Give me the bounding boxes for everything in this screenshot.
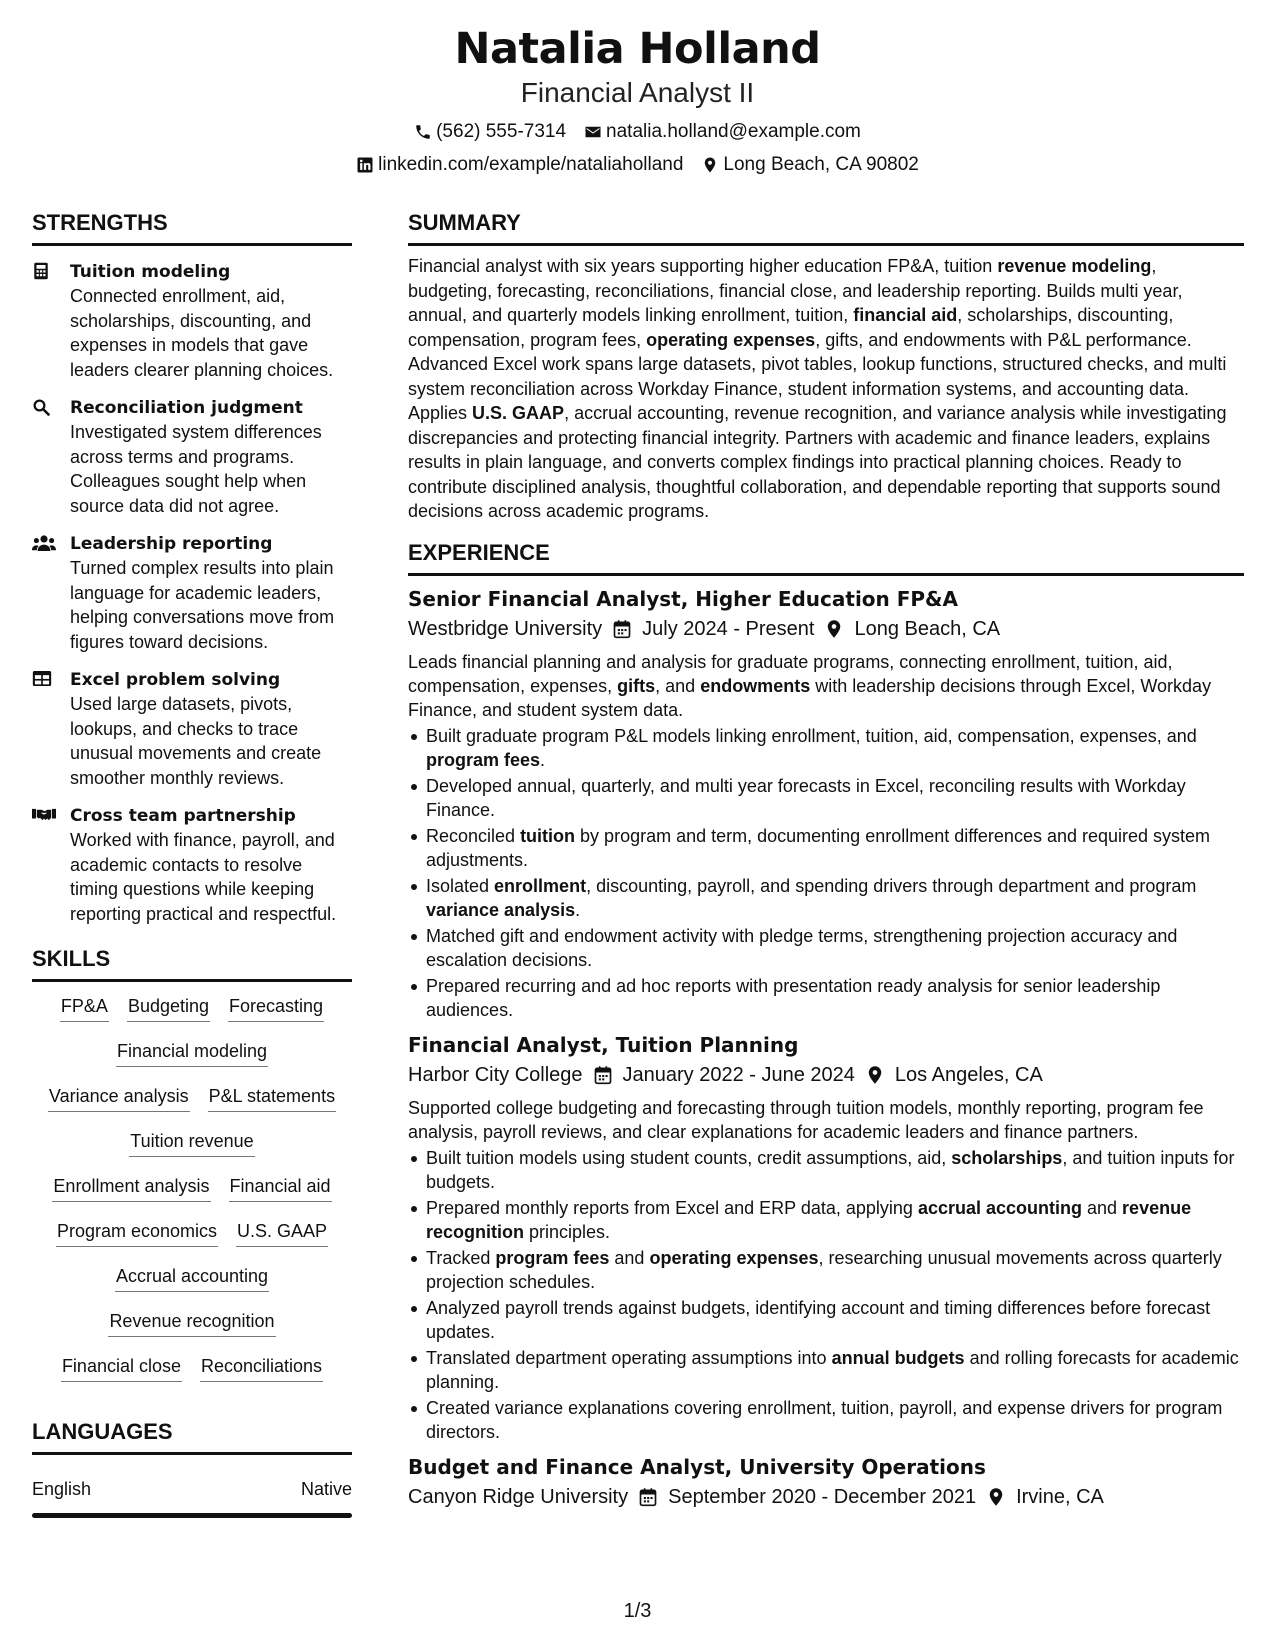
bold-keyword: program fees xyxy=(495,1247,610,1268)
summary-heading: SUMMARY xyxy=(408,210,1244,246)
text-segment: Financial analyst with six years supporting higher education FP&A, tuition xyxy=(408,256,998,276)
phone-icon xyxy=(414,123,432,141)
job-entry xyxy=(408,1452,1244,1512)
calculator-icon xyxy=(32,262,50,280)
bold-keyword: annual budgets xyxy=(831,1347,965,1368)
skill-tag: Forecasting xyxy=(228,994,324,1022)
skill-tag: FP&A xyxy=(60,994,109,1022)
text-segment: , scholarships, discounting, compensation, program fees, xyxy=(408,305,1174,350)
text-segment: Tracked xyxy=(426,1247,496,1268)
job-company: Canyon Ridge University xyxy=(408,1485,629,1508)
strength-text: Worked with finance, payroll, and academic contacts to resolve timing questions while keeping reporting practical and respectful. xyxy=(70,830,337,924)
map-pin-icon xyxy=(824,619,844,639)
skill-row xyxy=(32,994,352,1039)
job-company: Harbor City College xyxy=(408,1063,583,1086)
skill-tag: Reconciliations xyxy=(200,1354,323,1382)
job-title: Senior Financial Analyst, Higher Education FP&A xyxy=(408,586,958,611)
bullet-item xyxy=(408,824,1244,872)
skill-tag: Program economics xyxy=(56,1219,218,1247)
bold-keyword: financial aid xyxy=(853,305,958,325)
strength-item xyxy=(32,396,352,518)
bold-keyword: scholarships xyxy=(951,1147,1063,1168)
bold-keyword: program fees xyxy=(426,749,541,770)
job-title: Financial Analyst, Tuition Planning xyxy=(408,1032,799,1057)
strength-text: Connected enrollment, aid, scholarships, discounting, and expenses in models that gave leaders clearer planning choices. xyxy=(70,286,334,380)
search-icon xyxy=(32,398,50,416)
text-segment: , researching unusual movements across quarterly projection schedules. xyxy=(426,1247,1222,1292)
skill-tag: Budgeting xyxy=(127,994,210,1022)
job-company: Westbridge University xyxy=(408,617,603,640)
bold-keyword: tuition xyxy=(520,825,576,846)
skill-tag: P&L statements xyxy=(208,1084,336,1112)
job-location: Los Angeles, CA xyxy=(894,1063,1043,1086)
bold-keyword: revenue modeling xyxy=(997,256,1152,276)
bold-keyword: gifts xyxy=(617,675,656,696)
skill-row xyxy=(32,1264,352,1309)
users-icon xyxy=(32,534,56,552)
candidate-name: Natalia Holland xyxy=(454,24,821,74)
bullet-item xyxy=(408,974,1244,1022)
strength-item xyxy=(32,260,352,382)
text-segment: and xyxy=(1082,1197,1123,1218)
strength-item xyxy=(32,804,352,926)
language-proficiency-bar xyxy=(32,1513,352,1518)
calendar-icon xyxy=(638,1487,658,1507)
text-segment: , discounting, payroll, and spending drivers through department and program xyxy=(586,875,1197,896)
skill-row xyxy=(32,1039,352,1084)
job-dates: January 2022 - June 2024 xyxy=(622,1063,855,1086)
bullet-item xyxy=(408,1146,1244,1194)
calendar-icon xyxy=(593,1065,613,1085)
text-segment: Isolated xyxy=(426,875,495,896)
text-segment: Built graduate program P&L models linking enrollment, tuition, aid, compensation, expenses, and xyxy=(426,725,1197,746)
bullet-item xyxy=(408,774,1244,822)
bullet-item xyxy=(408,1296,1244,1344)
job-meta xyxy=(408,614,1244,644)
skill-tag: Revenue recognition xyxy=(108,1309,275,1337)
bold-keyword: U.S. GAAP xyxy=(472,403,565,423)
strength-text: Investigated system differences across terms and programs. Colleagues sought help when source data did not agree. xyxy=(70,422,322,516)
bold-keyword: operating expenses xyxy=(646,329,816,350)
bold-keyword: endowments xyxy=(700,675,811,696)
bullet-item xyxy=(408,924,1244,972)
bullet-item xyxy=(408,1346,1244,1394)
bold-keyword: variance analysis xyxy=(426,899,576,920)
text-segment: . xyxy=(540,749,546,770)
bullet-item xyxy=(408,724,1244,772)
text-segment: , accrual accounting, revenue recognition, and variance analysis while investigating discrepancies and protecting financial integrity. Partners with academic and finance leaders, explains results in plain language, and converts complex findings into practical planning choices. Ready to contribute disciplined analysis, thoughtful collaboration, and dependable reporting that supports sound decisions across academic programs. xyxy=(408,403,1227,521)
text-segment: Prepared monthly reports from Excel and ERP data, applying xyxy=(426,1197,918,1218)
text-segment: , and tuition inputs for budgets. xyxy=(426,1147,1235,1192)
bullet-item xyxy=(408,874,1244,922)
experience-list xyxy=(408,584,1244,1512)
bullet-item xyxy=(408,1196,1244,1244)
skill-tag: U.S. GAAP xyxy=(236,1219,328,1247)
job-meta xyxy=(408,1060,1244,1090)
left-column xyxy=(32,210,352,1518)
strength-title: Leadership reporting xyxy=(70,534,273,554)
handshake-icon xyxy=(32,806,56,823)
language-level: Native xyxy=(300,1479,352,1499)
skill-row xyxy=(32,1174,352,1219)
text-segment: Leads financial planning and analysis for graduate programs, connecting enrollment, tuition, aid, compensation, expenses, xyxy=(408,651,1173,696)
email-text: natalia.holland@example.com xyxy=(606,121,861,142)
language-item xyxy=(32,1477,352,1501)
text-segment: , and xyxy=(655,675,701,696)
strengths-heading: STRENGTHS xyxy=(32,210,352,246)
skill-row xyxy=(32,1219,352,1264)
skill-tag: Enrollment analysis xyxy=(52,1174,210,1202)
text-segment: , gifts, and endowments with P&L performance. Advanced Excel work spans large datasets, pivot tables, lookup functions, structured checks, and multi system reconciliation across Workday Finance, student information systems, and accounting data. Applies xyxy=(408,329,1227,423)
skills-heading: SKILLS xyxy=(32,946,352,982)
skill-tag: Financial modeling xyxy=(116,1039,268,1067)
text-segment: , budgeting, forecasting, reconciliations, financial close, and leadership reporting. Builds multi year, annual, and quarterly models linking enrollment, tuition, xyxy=(408,256,1183,325)
strength-title: Cross team partnership xyxy=(70,806,296,826)
phone-contact xyxy=(414,120,566,144)
skill-tag: Financial close xyxy=(61,1354,182,1382)
experience-heading: EXPERIENCE xyxy=(408,540,1244,576)
bold-keyword: accrual accounting xyxy=(917,1197,1082,1218)
job-dates: July 2024 - Present xyxy=(642,617,815,640)
job-description xyxy=(408,1096,1244,1144)
text-segment: and rolling forecasts for academic planning. xyxy=(426,1347,1239,1392)
resume-header xyxy=(0,22,1275,177)
linkedin-text: linkedin.com/example/nataliaholland xyxy=(378,154,684,175)
candidate-title: Financial Analyst II xyxy=(520,77,755,108)
skill-tag: Tuition revenue xyxy=(129,1129,254,1157)
strength-item xyxy=(32,532,352,654)
contact-row-2 xyxy=(0,153,1275,177)
text-segment: and xyxy=(609,1247,650,1268)
bold-keyword: enrollment xyxy=(494,875,587,896)
strength-title: Reconciliation judgment xyxy=(70,398,303,418)
text-segment: Translated department operating assumptions into xyxy=(426,1347,832,1368)
summary-text xyxy=(408,254,1244,524)
text-segment: Reconciled xyxy=(426,825,521,846)
text-segment: Matched gift and endowment activity with pledge terms, strengthening projection accuracy and escalation decisions. xyxy=(426,925,1178,970)
job-bullets xyxy=(408,1146,1244,1444)
job-dates: September 2020 - December 2021 xyxy=(668,1485,977,1508)
text-segment: Created variance explanations covering enrollment, tuition, payroll, and expense drivers for program directors. xyxy=(426,1397,1223,1442)
table-icon xyxy=(32,670,52,687)
strength-title: Tuition modeling xyxy=(70,262,231,282)
text-segment: Prepared recurring and ad hoc reports with presentation ready analysis for senior leadership audiences. xyxy=(426,975,1161,1020)
job-meta xyxy=(408,1482,1244,1512)
strength-text: Turned complex results into plain language for academic leaders, helping conversations move from figures toward decisions. xyxy=(70,558,335,652)
skill-tag: Financial aid xyxy=(229,1174,332,1202)
skills-list xyxy=(32,994,352,1399)
strength-item xyxy=(32,668,352,790)
language-name: English xyxy=(32,1479,92,1499)
bold-keyword: revenue recognition xyxy=(426,1197,1192,1242)
text-segment: with leadership decisions through Excel, Workday Finance, and student system data. xyxy=(408,675,1212,720)
page-number: 1/3 xyxy=(623,1600,652,1622)
location-contact xyxy=(701,153,918,177)
job-title: Budget and Finance Analyst, University Operations xyxy=(408,1454,986,1479)
strength-title: Excel problem solving xyxy=(70,670,281,690)
text-segment: Supported college budgeting and forecasting through tuition models, monthly reporting, program fee analysis, payroll reviews, and clear explanations for academic leaders and finance partners. xyxy=(408,1097,1204,1142)
map-pin-icon xyxy=(986,1487,1006,1507)
bold-keyword: operating expenses xyxy=(649,1247,819,1268)
skill-row xyxy=(32,1354,352,1399)
job-entry xyxy=(408,1030,1244,1444)
text-segment: . xyxy=(575,899,581,920)
phone-text: (562) 555-7314 xyxy=(436,121,567,142)
right-column xyxy=(408,210,1244,1512)
skill-row xyxy=(32,1129,352,1174)
skill-row xyxy=(32,1084,352,1129)
map-pin-icon xyxy=(701,156,719,174)
map-pin-icon xyxy=(865,1065,885,1085)
envelope-icon xyxy=(584,123,602,141)
text-segment: Built tuition models using student counts, credit assumptions, aid, xyxy=(426,1147,952,1168)
text-segment: by program and term, documenting enrollment differences and required system adjustments. xyxy=(426,825,1211,870)
strength-text: Used large datasets, pivots, lookups, and checks to trace unusual movements and create smoother monthly reviews. xyxy=(70,694,322,788)
job-bullets xyxy=(408,724,1244,1022)
skill-tag: Variance analysis xyxy=(48,1084,190,1112)
job-location: Irvine, CA xyxy=(1016,1485,1104,1508)
languages-heading: LANGUAGES xyxy=(32,1419,352,1455)
email-contact[interactable] xyxy=(584,120,861,144)
contact-row-1 xyxy=(0,120,1275,144)
linkedin-contact[interactable] xyxy=(356,153,683,177)
job-location: Long Beach, CA xyxy=(854,617,1001,640)
skill-row xyxy=(32,1309,352,1354)
linkedin-icon xyxy=(356,156,374,174)
bullet-item xyxy=(408,1396,1244,1444)
text-segment: Analyzed payroll trends against budgets, identifying account and timing differences before forecast updates. xyxy=(426,1297,1211,1342)
text-segment: principles. xyxy=(524,1221,611,1242)
location-text: Long Beach, CA 90802 xyxy=(723,154,919,175)
job-entry xyxy=(408,584,1244,1022)
text-segment: Developed annual, quarterly, and multi year forecasts in Excel, reconciling results with Workday Finance. xyxy=(426,775,1186,820)
job-description xyxy=(408,650,1244,722)
skill-tag: Accrual accounting xyxy=(115,1264,269,1292)
bullet-item xyxy=(408,1246,1244,1294)
calendar-icon xyxy=(612,619,632,639)
